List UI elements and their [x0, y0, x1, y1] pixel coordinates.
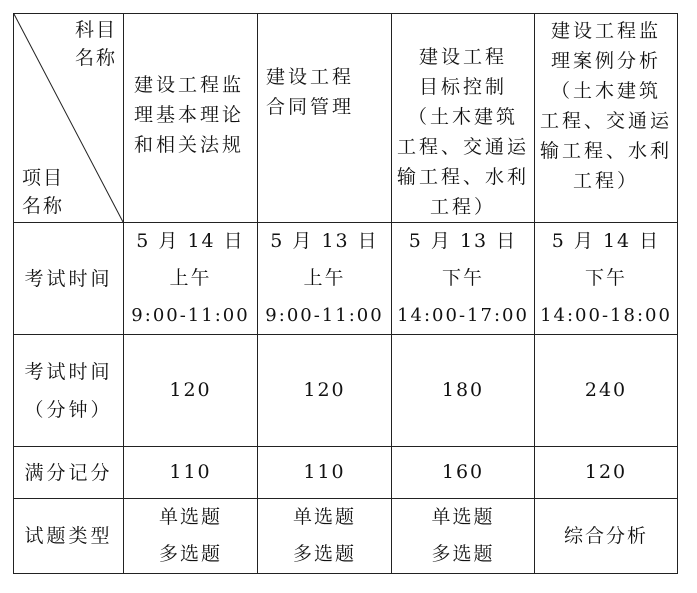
subject-header-2: 建设工程 合同管理	[258, 14, 392, 223]
exam-time-label: 考试时间	[14, 223, 124, 335]
exam-time-cell-3: 5 月 13 日 下午 14:00-17:00	[392, 223, 535, 335]
exam-time-row	[14, 223, 678, 335]
duration-cell-1: 120	[124, 335, 258, 447]
question-type-cell-3: 单选题 多选题	[392, 499, 535, 574]
exam-time-cell-4: 5 月 14 日 下午 14:00-18:00	[535, 223, 678, 335]
question-type-label: 试题类型	[14, 499, 124, 574]
question-type-row	[14, 499, 678, 574]
score-cell-3: 160	[392, 447, 535, 499]
duration-cell-3: 180	[392, 335, 535, 447]
question-type-cell-1: 单选题 多选题	[124, 499, 258, 574]
corner-cell	[14, 14, 124, 223]
exam-schedule-table	[13, 13, 678, 574]
header-row	[14, 14, 678, 223]
subject-header-3: 建设工程 目标控制 （土木建筑 工程、交通运 输工程、水利 工程）	[392, 14, 535, 223]
score-label: 满分记分	[14, 447, 124, 499]
subject-name-label: 科目 名称	[74, 19, 117, 69]
score-cell-4: 120	[535, 447, 678, 499]
score-row	[14, 447, 678, 499]
duration-cell-2: 120	[258, 335, 392, 447]
exam-time-cell-1: 5 月 14 日 上午 9:00-11:00	[124, 223, 258, 335]
item-name-label: 项目 名称	[22, 167, 65, 217]
duration-cell-4: 240	[535, 335, 678, 447]
question-type-cell-4: 综合分析	[535, 499, 678, 574]
duration-row	[14, 335, 678, 447]
score-cell-2: 110	[258, 447, 392, 499]
duration-label: 考试时间 （分钟）	[14, 335, 124, 447]
subject-header-4: 建设工程监 理案例分析 （土木建筑 工程、交通运 输工程、水利 工程）	[535, 14, 678, 223]
subject-header-1: 建设工程监 理基本理论 和相关法规	[124, 14, 258, 223]
score-cell-1: 110	[124, 447, 258, 499]
question-type-cell-2: 单选题 多选题	[258, 499, 392, 574]
exam-time-cell-2: 5 月 13 日 上午 9:00-11:00	[258, 223, 392, 335]
